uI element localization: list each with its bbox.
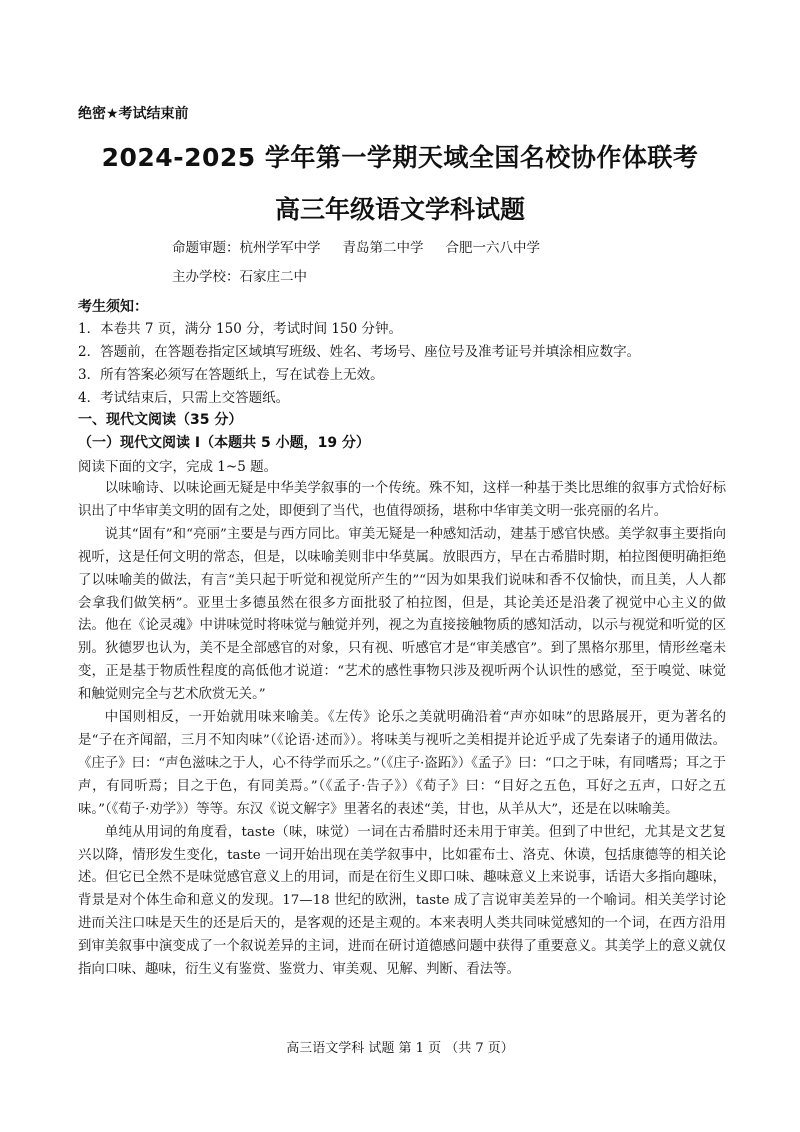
exam-title: 2024-2025 学年第一学期天域全国名校协作体联考 [101, 143, 699, 172]
notice-heading: 考生须知： [78, 299, 148, 315]
passage-paragraph: 说其“固有”和“亮丽”主要是与西方同比。审美无疑是一种感知活动，建基于感官快感。美学叙事主要指向视听，这是任何文明的常态，但是，以味喻美则非中华莫属。放眼西方，早在古希腊时期，柏拉图便明确拒绝了以味喻美的做法，有言“美只起于听觉和视觉所产生的”“因为如果我们说味和香不仅愉快，而且美，人人都会拿我们做笑柄”。亚里士多德虽然在很多方面批驳了柏拉图，但是，其论美还是沿袭了视觉中心主义的做法。他在《论灵魂》中讲味觉时将味觉与触觉并列，视之为直接接触物质的感知活动，以示与视觉和听觉的区别。狄德罗也认为，美不是全部感官的对象，只有视、听感官才是“审美感官”。到了黑格尔那里，情形丝毫未变，正是基于物质性程度的高低他才说道：“艺术的感性事物只涉及视听两个认识性的感觉，至于嗅觉、味觉和触觉则完全与艺术欣赏无关。” [78, 526, 726, 703]
reading-passage [78, 478, 726, 1023]
notice-item: 2．答题前，在答题卷指定区域填写班级、姓名、考场号、座位号及准考证号并填涂相应数字。 [78, 344, 641, 360]
passage-paragraph: 单纯从用词的角度看，taste（味，味觉）一词在古希腊时还未用于审美。但到了中世纪，尤其是文艺复兴以降，情形发生变化，taste 一词开始出现在美学叙事中，比如霍布士、洛克、休谟，包括康德等的相关论述。但它已全然不是味觉感官意义上的用词，而是在衍生义即口味、趣味意义上来说事，话语大多指向趣味，背景是对个体生命和意义的发现。17—18 世纪的欧洲，taste 成了言说审美差异的一个喻词。相关美学讨论进而关注口味是天生的还是后天的，是客观的还是主观的。本来表明人类共同味觉感知的一个词，在西方沿用到审美叙事中演变成了一个叙说差异的主词，进而在研讨道德感问题中获得了重要意义。其美学上的意义就仅指向口味、趣味，衍生义有鉴赏、鉴赏力、审美观、见解、判断、看法等。 [78, 824, 726, 978]
exam-subtitle: 高三年级语文学科试题 [274, 195, 525, 224]
review-schools-line [172, 236, 540, 256]
subsection-heading: （一）现代文阅读 I（本题共 5 小题，19 分） [78, 435, 370, 451]
page-footer: 高三语文学科 试题 第 1 页 （共 7 页） [286, 1041, 514, 1056]
confidential-label: 绝密★考试结束前 [78, 106, 189, 122]
review-school: 杭州学军中学 [239, 240, 321, 256]
passage-paragraph: 中国则相反，一开始就用味来喻美。《左传》论乐之美就明确沿着“声亦如味”的思路展开，更为著名的是“子在齐闻韶，三月不知肉味”（《论语·述而》）。将味美与视听之美相提并论近乎成了先秦诸子的通用做法。《庄子》曰：“声色滋味之于人，心不待学而乐之。”（《庄子·盗跖》）《孟子》曰：“口之于味，有同嗜焉；耳之于声，有同听焉；目之于色，有同美焉。”（《孟子·告子》）《荀子》曰：“目好之五色，耳好之五声，口好之五味。”（《荀子·劝学》）等等。东汉《说文解字》里著名的表述“美，甘也，从羊从大”，还是在以味喻美。 [78, 710, 726, 817]
notice-item: 3．所有答案必须写在答题纸上，写在试卷上无效。 [78, 367, 384, 383]
host-school-line [172, 265, 307, 285]
passage-paragraph: 以味喻诗、以味论画无疑是中华美学叙事的一个传统。殊不知，这样一种基于类比思维的叙事方式恰好标识出了中华审美文明的固有之处，即便到了当代，也值得颂扬，堪称中华审美文明一张亮丽的名片。 [78, 481, 726, 519]
reading-instruction: 阅读下面的文字，完成 1~5 题。 [78, 459, 278, 475]
review-school: 合肥一六八中学 [445, 240, 540, 256]
notice-item: 4．考试结束后，只需上交答题纸。 [78, 390, 290, 406]
notice-list [78, 318, 738, 410]
notice-item: 1．本卷共 7 页，满分 150 分，考试时间 150 分钟。 [78, 321, 402, 337]
section-heading: 一、现代文阅读（35 分） [78, 412, 243, 428]
review-school: 青岛第二中学 [342, 240, 424, 256]
host-school: 石家庄二中 [239, 269, 307, 285]
host-label: 主办学校： [172, 269, 240, 285]
review-label: 命题审题： [172, 240, 240, 256]
